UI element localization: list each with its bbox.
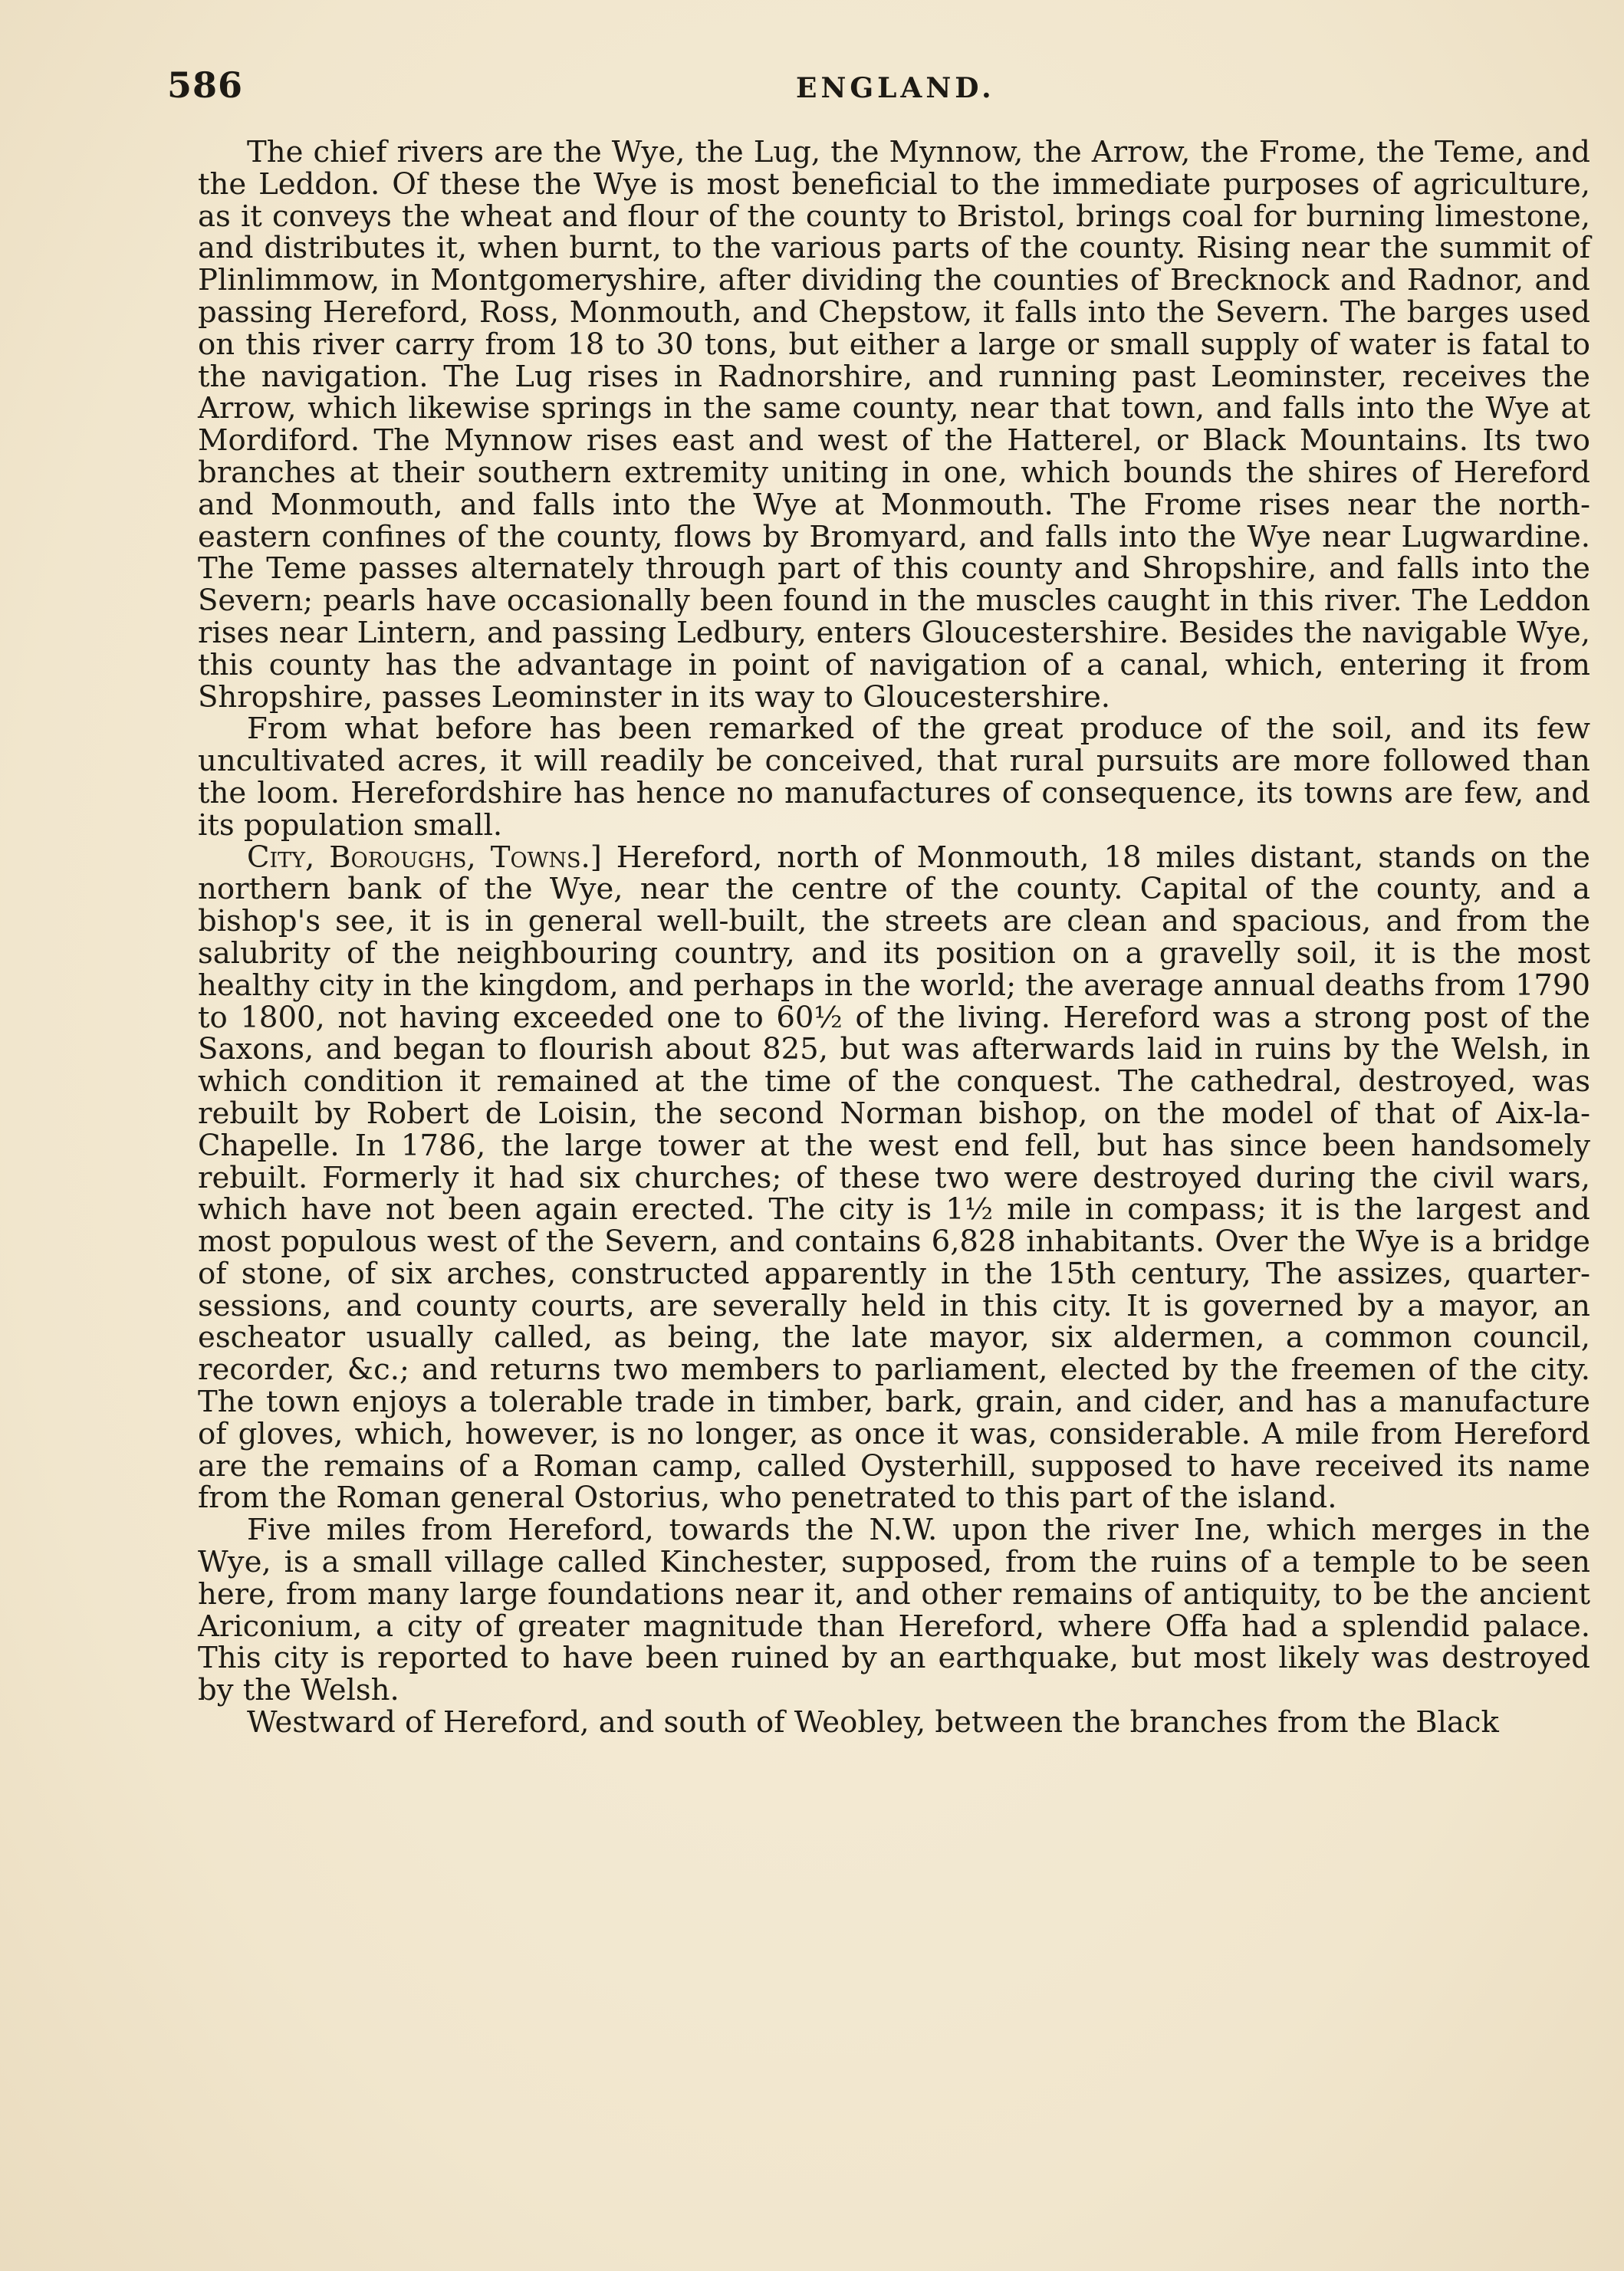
paragraph-rivers: [198, 136, 1590, 713]
paragraph-manufactures: [198, 713, 1590, 841]
body-text: [198, 136, 1590, 1739]
paragraph-text: From what before has been remarked of the great produce of the soil, and its few uncultivated acres, it will readily be conceived, that rural pursuits are more followed than the loom. Herefordshire has hence no manufactures of consequence, its towns are few, and its population small.: [198, 712, 1590, 843]
section-heading: City, Boroughs, Towns.]: [247, 840, 602, 875]
running-title: ENGLAND.: [796, 72, 995, 104]
page-header: [167, 64, 1592, 118]
paragraph-city-boroughs-towns: [198, 842, 1590, 1515]
paragraph-kinchester: [198, 1514, 1590, 1707]
paragraph-text: Five miles from Hereford, towards the N.W. upon the river Ine, which merges in the Wye, is a small village called Kinchester, supposed, from the ruins of a temple to be seen here, from many large foundations near it, and other remains of antiquity, to be the ancient Ariconium, a city of greater magnitude than Hereford, where Offa had a splendid palace. This city is reported to have been ruined by an earthquake, but most likely was destroyed by the Welsh.: [198, 1513, 1590, 1708]
paragraph-text: Westward of Hereford, and south of Weobley, between the branches from the Black: [247, 1705, 1499, 1740]
page-number: 586: [167, 64, 244, 106]
paragraph-text: The chief rivers are the Wye, the Lug, the Mynnow, the Arrow, the Frome, the Teme, and the Leddon. Of these the Wye is most beneficial to the immediate purposes of agriculture, as it conveys the wheat and flour of the county to Bristol, brings coal for burning limestone, and distributes it, when burnt, to the various parts of the county. Rising near the summit of Plinlimmow, in Montgomeryshire, after dividing the counties of Brecknock and Radnor, and passing Hereford, Ross, Monmouth, and Chepstow, it falls into the Severn. The barges used on this river carry from 18 to 30 tons, but either a large or small supply of water is fatal to the navigation. The Lug rises in Radnorshire, and running past Leominster, receives the Arrow, which likewise springs in the same county, near that town, and falls into the Wye at Mordiford. The Mynnow rises east and west of the Hatterel, or Black Mountains. Its two branches at their southern extremity uniting in one, which bounds the shires of Hereford and Monmouth, and falls into the Wye at Monmouth. The Frome rises near the north-eastern confines of the county, flows by Bromyard, and falls into the Wye near Lugwardine. The Teme passes alternately through part of this county and Shropshire, and falls into the Severn; pearls have occasionally been found in the muscles caught in this river. The Leddon rises near Lintern, and passing Ledbury, enters Gloucestershire. Besides the navigable Wye, this county has the advantage in point of navigation of a canal, which, entering it from Shropshire, passes Leominster in its way to Gloucestershire.: [198, 135, 1590, 715]
paragraph-text: Hereford, north of Monmouth, 18 miles distant, stands on the northern bank of the Wye, near the centre of the county. Capital of the county, and a bishop's see, it is in general well-built, the streets are clean and spacious, and from the salubrity of the neighbouring country, and its position on a gravelly soil, it is the most healthy city in the kingdom, and perhaps in the world; the average annual deaths from 1790 to 1800, not having exceeded one to 60½ of the living. Hereford was a strong post of the Saxons, and began to flourish about 825, but was afterwards laid in ruins by the Welsh, in which condition it remained at the time of the conquest. The cathedral, destroyed, was rebuilt by Robert de Loisin, the second Norman bishop, on the model of that of Aix-la-Chapelle. In 1786, the large tower at the west end fell, but has since been handsomely rebuilt. Formerly it had six churches; of these two were destroyed during the civil wars, which have not been again erected. The city is 1½ mile in compass; it is the largest and most populous west of the Severn, and contains 6,828 inhabitants. Over the Wye is a bridge of stone, of six arches, constructed apparently in the 15th century, The assizes, quarter-sessions, and county courts, are severally held in this city. It is governed by a mayor, an escheator usually called, as being, the late mayor, six aldermen, a common council, recorder, &c.; and returns two members to parliament, elected by the freemen of the city. The town enjoys a tolerable trade in timber, bark, grain, and cider, and has a manufacture of gloves, which, however, is no longer, as once it was, considerable. A mile from Hereford are the remains of a Roman camp, called Oysterhill, supposed to have received its name from the Roman general Ostorius, who penetrated to this part of the island.: [198, 840, 1591, 1516]
paragraph-westward: [198, 1707, 1590, 1739]
